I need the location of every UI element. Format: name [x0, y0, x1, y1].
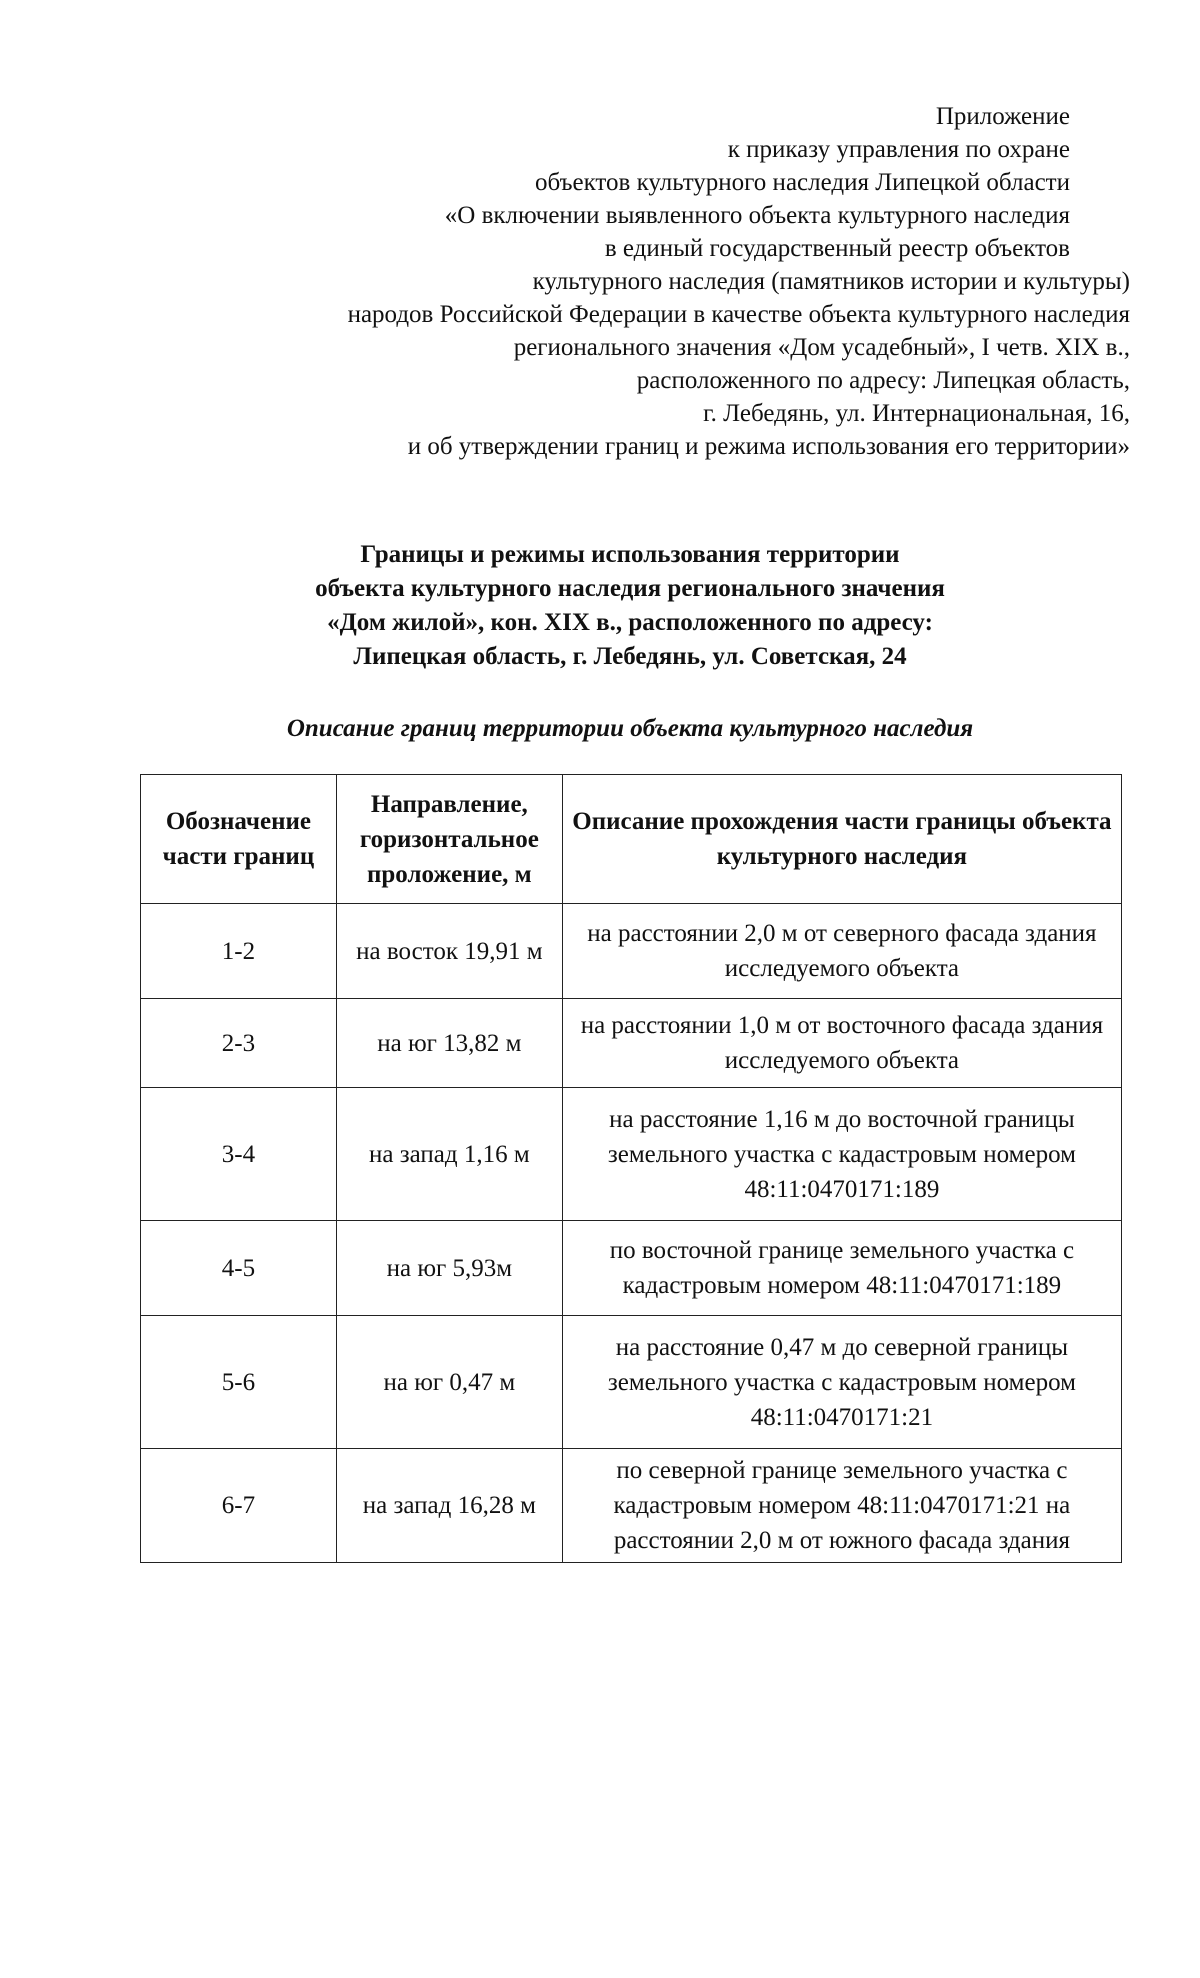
table-row: [141, 999, 1122, 1088]
cell-description: на расстоянии 2,0 м от северного фасада здания исследуемого объекта: [562, 904, 1121, 999]
cell-description: на расстояние 0,47 м до северной границы земельного участка с кадастровым номером 48:11:0470171:21: [562, 1316, 1121, 1449]
header-direction: Направление, горизонтальное проложение, м: [336, 775, 562, 904]
appendix-line: расположенного по адресу: Липецкая область,: [636, 367, 1130, 394]
cell-direction: на запад 1,16 м: [336, 1088, 562, 1221]
cell-direction: на юг 13,82 м: [336, 999, 562, 1088]
cell-description: на расстояние 1,16 м до восточной границы земельного участка с кадастровым номером 48:11:0470171:189: [562, 1088, 1121, 1221]
cell-description: по северной границе земельного участка с кадастровым номером 48:11:0470171:21 на расстоянии 2,0 м от южного фасада здания: [562, 1449, 1121, 1563]
table-row: [141, 1449, 1122, 1563]
title-line: объекта культурного наследия регионального значения: [315, 575, 945, 602]
table-row: [141, 904, 1122, 999]
cell-direction: на запад 16,28 м: [336, 1449, 562, 1563]
title-line: Липецкая область, г. Лебедянь, ул. Советская, 24: [353, 643, 907, 670]
cell-designation: 6-7: [141, 1449, 337, 1563]
appendix-line: регионального значения «Дом усадебный», I четв. XIX в.,: [513, 334, 1130, 361]
appendix-line: народов Российской Федерации в качестве объекта культурного наследия: [347, 301, 1130, 328]
appendix-header: [165, 100, 1145, 463]
table-caption: Описание границ территории объекта культурного наследия: [286, 715, 974, 742]
table-row: [141, 1088, 1122, 1221]
cell-direction: на юг 0,47 м: [336, 1316, 562, 1449]
appendix-line: и об утверждении границ и режима использования его территории»: [407, 433, 1130, 460]
appendix-line: Приложение: [935, 103, 1070, 130]
appendix-line: объектов культурного наследия Липецкой области: [535, 169, 1070, 196]
cell-description: на расстоянии 1,0 м от восточного фасада здания исследуемого объекта: [562, 999, 1121, 1088]
appendix-line: «О включении выявленного объекта культурного наследия: [444, 202, 1070, 229]
header-designation: Обозначение части границ: [141, 775, 337, 904]
title-line: Границы и режимы использования территории: [360, 541, 900, 568]
table-header-row: [141, 775, 1122, 904]
cell-direction: на восток 19,91 м: [336, 904, 562, 999]
appendix-line: к приказу управления по охране: [727, 136, 1070, 163]
cell-description: по восточной границе земельного участка с кадастровым номером 48:11:0470171:189: [562, 1221, 1121, 1316]
cell-designation: 2-3: [141, 999, 337, 1088]
table-row: [141, 1221, 1122, 1316]
appendix-line: г. Лебедянь, ул. Интернациональная, 16,: [703, 400, 1130, 427]
title-line: «Дом жилой», кон. XIX в., расположенного по адресу:: [327, 609, 933, 636]
cell-designation: 5-6: [141, 1316, 337, 1449]
header-description: Описание прохождения части границы объекта культурного наследия: [562, 775, 1121, 904]
boundaries-table: [140, 774, 1122, 1563]
cell-direction: на юг 5,93м: [336, 1221, 562, 1316]
document-title: [140, 538, 1120, 674]
table-row: [141, 1316, 1122, 1449]
cell-designation: 3-4: [141, 1088, 337, 1221]
cell-designation: 1-2: [141, 904, 337, 999]
appendix-line: в единый государственный реестр объектов: [604, 235, 1070, 262]
cell-designation: 4-5: [141, 1221, 337, 1316]
appendix-line: культурного наследия (памятников истории и культуры): [532, 268, 1130, 295]
